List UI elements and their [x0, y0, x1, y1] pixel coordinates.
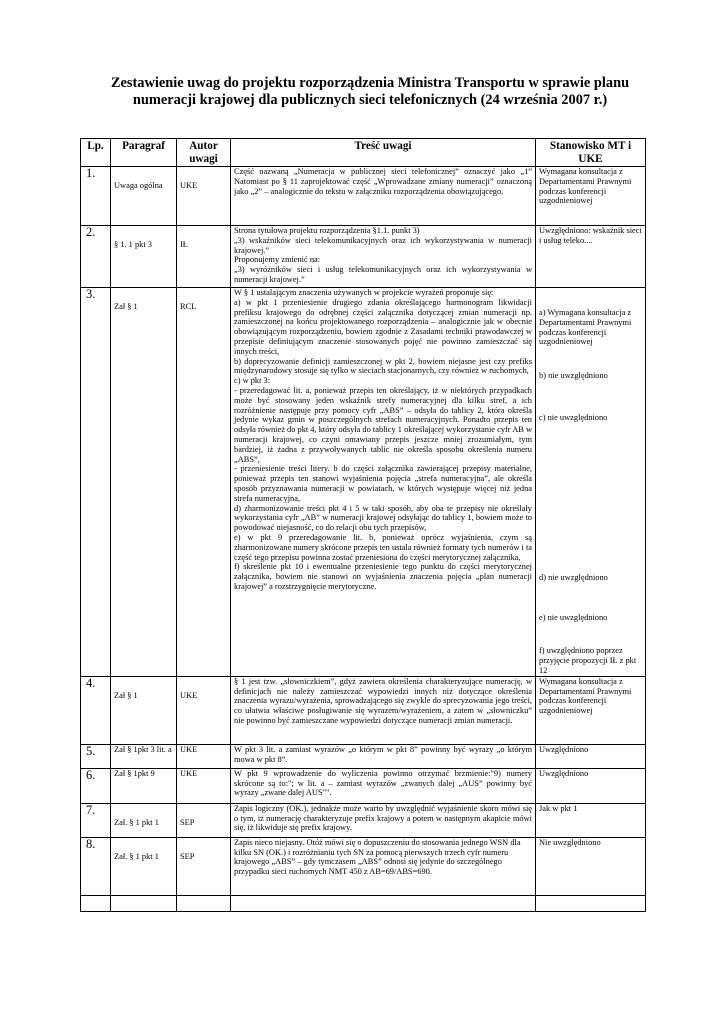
row-autor: UKE	[177, 744, 231, 768]
row-stanowisko: Jak w pkt 1	[536, 803, 646, 837]
stanowisko-item: d) nie uwzględniono	[539, 572, 608, 582]
empty-cell	[177, 895, 231, 911]
row-paragraf: § 1. 1 pkt 3	[111, 226, 177, 288]
empty-cell	[81, 895, 111, 911]
row-stanowisko: Uwzględniono	[536, 768, 646, 803]
stanowisko-item: e) nie uwzględniono	[539, 612, 608, 622]
row-stanowisko: Uwzględniono	[536, 744, 646, 768]
empty-cell	[111, 895, 177, 911]
row-paragraf: Zał. § 1 pkt 1	[111, 803, 177, 837]
row-lp: 2.	[81, 226, 111, 288]
row-stanowisko: Uwzględniono: wskaźnik sieci i usług teleko....	[536, 226, 646, 288]
comments-table	[80, 138, 646, 912]
stanowisko-item: c) nie uwzględniono	[539, 412, 608, 422]
header-tresc: Treść uwagi	[231, 139, 536, 167]
row-tresc: W pkt 9 wprowadzenie do wyliczenia powinno otrzymać brzmienie:"9) numery skrócone są to:"; w lit. a – zamiast wyrazów „zwanych dalej „AUS” powinny być wyrazy „zwane dalej AUS"".	[231, 768, 536, 803]
row-tresc	[231, 288, 536, 677]
tresc-line: - przeredagować lit. a, ponieważ przepis ten określający, iż w niektórych przypadkach może być stosowany jeden wskaźnik strefy numeracyjnej dla kilku stref, a ich rozróżnienie następuje przy pomocy cyfr „ABS” – odsyła do tablicy 2, która określa jedynie wykaz gmin w poszczególnych strefach numeracyjnych. Ponadto przepis ten odsyła również do pkt 4, który odsyła do tablicy 1 określającej wykorzystanie cyfr AB w numeracji krajowej, co czyni omawiany przepis jeszcze mniej zrozumiałym, tym bardziej, iż żadna z przywoływanych tablic nie określa sposobu określenia numeru „ABS”,	[234, 385, 532, 464]
title-line-1: Zestawienie uwag do projektu rozporządzenia Ministra Transportu w sprawie planu	[110, 75, 630, 91]
row-tresc: Zapis nieco niejasny. Otóż mówi się o dopuszczeniu do stosowania jednego WSN dla kilku SN (OK.) i rozróżnianiu tych SN za pomocą pierwszych trzech cyfr numeru krajowego „ABS” – gdy tymczasem „ABS” odnosi się jedynie do szczególnego przypadku sieci ruchomych NMT 450 z AB=69/ABS=690.	[231, 837, 536, 895]
stanowisko-item: f) uwzględniono poprzez przyjęcie propozycji IŁ z pkt 12	[539, 646, 637, 675]
row-paragraf: Zał § 1pkt 3 lit. a	[111, 744, 177, 768]
row-tresc: Część nazwaną „Numeracja w publicznej sieci telefonicznej” oznaczyć jako „1” Natomiast po § 11 zaprojektować część „Wprowadzane zmiany numeracji” oznaczoną jako „2” – analogicznie do tekstu w załączniku rozporządzenia obowiązującego.	[231, 167, 536, 226]
row-lp: 5.	[81, 744, 111, 768]
stanowisko-item: b) nie uwzględniono	[539, 371, 608, 381]
row-stanowisko	[536, 288, 646, 677]
header-paragraf: Paragraf	[111, 139, 177, 167]
table-row	[81, 837, 646, 895]
row-lp: 6.	[81, 768, 111, 803]
row-stanowisko: Wymagana konsultacja z Departamentami Prawnymi podczas konferencji uzgodnieniowej	[536, 167, 646, 226]
tresc-line: b) doprecyzowanie definicji zamieszczonej w pkt 2, bowiem niejasne jest czy prefiks międzynarodowy stosuje się tylko w sieciach stacjonarnych, czy również w ruchomych,	[234, 356, 532, 376]
empty-cell	[536, 895, 646, 911]
row-tresc	[231, 226, 536, 288]
table-row	[81, 167, 646, 226]
row-stanowisko: Wymagana konsultacja z Departamentami Prawnymi podczas konferencji uzgodnieniowej	[536, 676, 646, 744]
row-lp: 4.	[81, 676, 111, 744]
table-row	[81, 288, 646, 677]
table-row	[81, 226, 646, 288]
table-row	[81, 676, 646, 744]
tresc-line: Strona tytułowa projektu rozporządzenia §1.1. punkt 3)	[234, 226, 420, 235]
tresc-line: „3) wyróżników sieci i usług telekomunikacyjnych oraz ich wykorzystywania w numeracji krajowej.”	[234, 265, 532, 284]
header-autor: Autor uwagi	[177, 139, 231, 167]
row-tresc: Zapis logiczny (OK.), jednakże może warto by uwzględnić wyjaśnienie skoro mówi się o tym, iż numerację charakteryzuje prefix krajowy a potem w następnym akapicie mówi się, iż likwiduje się prefix krajowy.	[231, 803, 536, 837]
empty-cell	[231, 895, 536, 911]
header-stanowisko: Stanowisko MT i UKE	[536, 139, 646, 167]
row-autor: SEP	[177, 803, 231, 837]
header-lp: Lp.	[81, 139, 111, 167]
row-lp: 3.	[81, 288, 111, 677]
row-paragraf: Zał § 1pkt 9	[111, 768, 177, 803]
row-stanowisko: Nie uwzględniono	[536, 837, 646, 895]
table-row	[81, 803, 646, 837]
row-autor: SEP	[177, 837, 231, 895]
table-header-row	[81, 139, 646, 167]
document-title	[70, 75, 670, 109]
row-lp: 8.	[81, 837, 111, 895]
tresc-line: d) zharmonizowanie treści pkt 4 i 5 w taki sposób, aby oba te przepisy nie określały wykorzystania cyfr „AB” w numeracji krajowej odsyłając do tablicy 1, bowiem może to powodować niejasność, co do relacji obu tych przepisów,	[234, 503, 532, 533]
stanowisko-item: a) Wymagana konsultacja z Departamentami Prawnymi podczas konferencji uzgodnieniowej	[539, 308, 632, 347]
row-lp: 1.	[81, 167, 111, 226]
tresc-line: f) skreślenie pkt 10 i ewentualne przeniesienie tego punktu do części merytorycznej załącznika, bowiem nie stanowi on wyjaśnienia znaczenia pojęcia „plan numeracji krajowej” a rozstrzygnięcie merytoryczne.	[234, 562, 532, 591]
tresc-line: c) w pkt 3:	[234, 376, 271, 386]
tresc-line: Proponujemy zmienić na:	[234, 255, 321, 265]
row-tresc: W pkt 3 lit. a zamiast wyrazów „o którym w pkt 8” powinny być wyrazy „o którym mowa w pkt 8”.	[231, 744, 536, 768]
tresc-line: - przeniesienie treści litery. b do części załącznika zawierającej przepisy materialne, ponieważ przepis ten stanowi wyjaśnienia pojęcia „strefa numeracyjna”, ale określa sposób przyznawania numeracji w powiatach, w których występuje więcej niż jedna strefa numeracyjna,	[234, 464, 532, 503]
row-autor: UKE	[177, 768, 231, 803]
row-lp: 7.	[81, 803, 111, 837]
tresc-line: a) w pkt 1 przeniesienie drugiego zdania określającego harmonogram likwidacji prefiksu krajowego do odrębnej części załącznika dotyczącej zmian numeracji np. zamieszczonej na końcu projektowanego rozporządzenia – analogicznie jak w obecnie obowiązującym rozporządzeniu, bowiem zgodnie z Zasadami techniki prawodawczej w przepisie definiującym znaczenie stosowanych pojęć nie powinno zamieszczać się innych treści,	[234, 297, 532, 356]
row-autor: IŁ	[177, 226, 231, 288]
row-autor: RCL	[177, 288, 231, 677]
row-autor: UKE	[177, 676, 231, 744]
table-row	[81, 768, 646, 803]
row-tresc: § 1 jest tzw. „słowniczkiem”, gdyż zawiera określenia charakteryzujące numerację, w definicjach nie należy zamieszczać wypowiedzi innych niż dotyczące określenia znaczenia wyrazu/wyrażenia, sprowadzającego się zwykle do sprecyzowania jego treści, co ułatwia właściwe posługiwanie się wyrazem/wyrażeniem, a zatem w „słowniczku” nie powinno być zamieszczane wypowiedzi dotyczące numeracji zmian numeracji.	[231, 676, 536, 744]
row-paragraf: Uwaga ogólna	[111, 167, 177, 226]
row-paragraf: Zał § 1	[111, 676, 177, 744]
row-paragraf: Zał. § 1 pkt 1	[111, 837, 177, 895]
tresc-line: e) w pkt 9 przeredagowanie lit. b, ponieważ oprócz wyjaśnienia, czym są zharmonizowane numery skrócone przepis ten ustala również formaty tych numerów i ta część tego przepisu powinna zostać przeniesiona do części merytorycznej załącznika,	[234, 532, 532, 562]
row-paragraf: Zał § 1	[111, 288, 177, 677]
table-row	[81, 744, 646, 768]
row-autor: UKE	[177, 167, 231, 226]
title-line-2: numeracji krajowej dla publicznych sieci telefonicznych (24 września 2007 r.)	[132, 92, 608, 108]
table-row-empty	[81, 895, 646, 911]
tresc-line: W § 1 ustalającym znaczenia używanych w projekcie wyrażeń proponuje się:	[234, 288, 494, 297]
tresc-line: „3) wskaźników sieci telekomunikacyjnych oraz ich wykorzystywania w numeracji krajowej.”	[234, 235, 532, 255]
